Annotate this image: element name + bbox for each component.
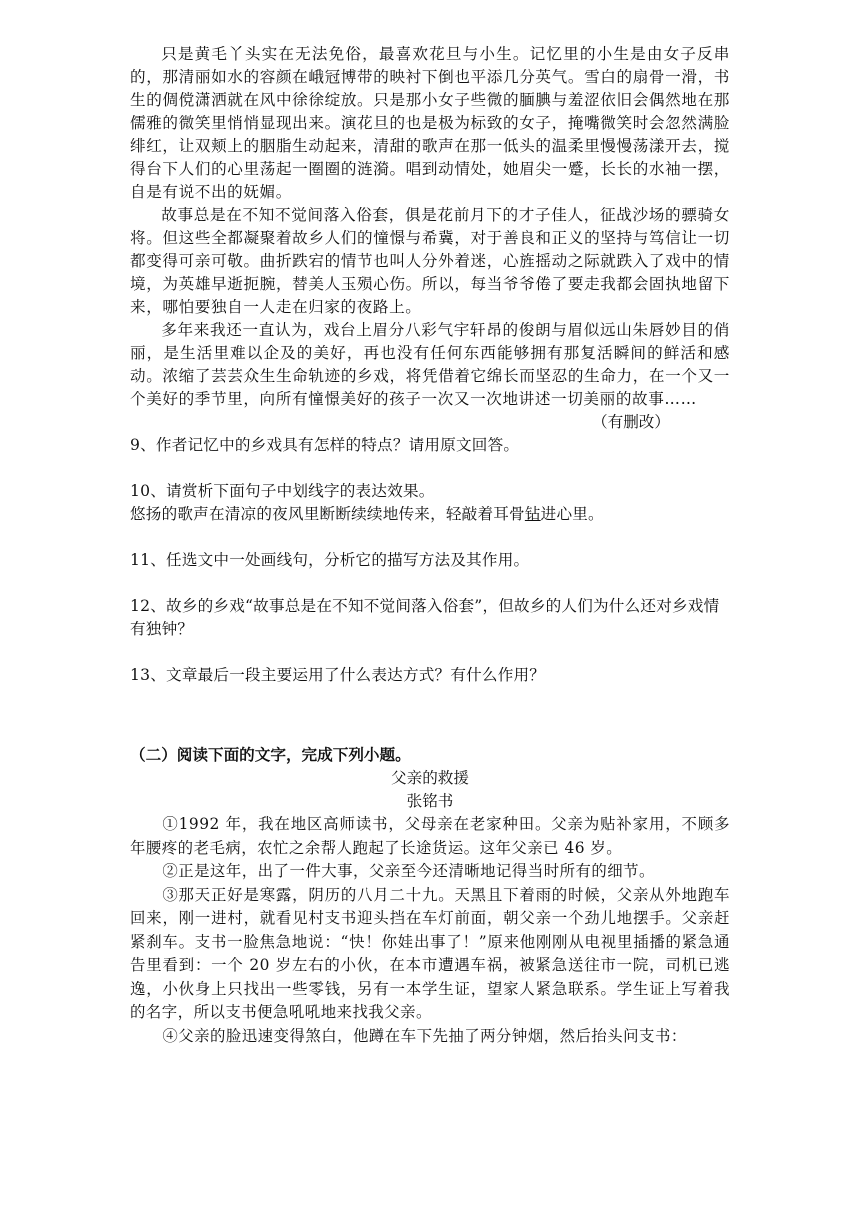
article-title: 父亲的救援: [391, 769, 469, 787]
question-12: 12、故乡的乡戏“故事总是在不知不觉间落入俗套”，但故乡的人们为什么还对乡戏情有独钟？: [130, 597, 720, 638]
q10-sentence-before: 悠扬的歌声在清凉的夜风里断断续续地传来，轻敲着耳骨: [130, 505, 525, 523]
question-11: 11、任选文中一处画线句，分析它的描写方法及其作用。: [130, 551, 530, 569]
article-paragraph-1: ①1992 年，我在地区高师读书，父母亲在老家种田。父亲为贴补家用，不顾多年腰疼的老毛病，农忙之余帮人跑起了长途货运。这年父亲已 46 岁。: [130, 815, 730, 857]
q10-sentence-after: 进心里。: [540, 505, 604, 523]
passage-paragraph-3: 多年来我还一直认为，戏台上眉分八彩气宇轩昂的俊朗与眉似远山朱唇妙目的俏丽，是生活里难以企及的美好，再也没有任何东西能够拥有那复活瞬间的鲜活和感动。浓缩了芸芸众生生命轨迹的乡戏，将凭借着它绵长而坚忍的生命力，在一个又一个美好的季节里，向所有憧憬美好的孩子一次又一次地讲述一切美丽的故事……: [130, 321, 730, 408]
article-paragraph-3: ③那天正好是寒露，阴历的八月二十九。天黑且下着雨的时候，父亲从外地跑车回来，刚一进村，就看见村支书迎头挡在车灯前面，朝父亲一个劲儿地摆手。父亲赶紧刹车。支书一脸焦急地说：“快！你娃出事了！”原来他刚刚从电视里插播的紧急通告里看到：一个 20 岁左右的小伙，在本市遭遇车祸，被紧急送往市一院，司机已逃逸，小伙身上只找出一些零钱，另有一本学生证，望家人紧急联系。学生证上写着我的名字，所以支书便急吼吼地来找我父亲。: [130, 885, 730, 1021]
article-paragraph-2: ②正是这年，出了一件大事，父亲至今还清晰地记得当时所有的细节。: [162, 862, 655, 880]
document-page: [130, 43, 730, 1048]
passage-paragraph-2: 故事总是在不知不觉间落入俗套，俱是花前月下的才子佳人，征战沙场的骠骑女将。但这些全都凝聚着故乡人们的憧憬与希冀，对于善良和正义的坚持与笃信让一切都变得可亲可敬。曲折跌宕的情节也叫人分外着迷，心旌摇动之际就跌入了戏中的情境，为英雄早逝扼腕，替美人玉殒心伤。所以，每当爷爷倦了要走我都会固执地留下来，哪怕要独自一人走在归家的夜路上。: [130, 206, 730, 316]
question-9: 9、作者记忆中的乡戏具有怎样的特点？请用原文回答。: [130, 436, 520, 454]
question-10-sentence: [130, 503, 730, 526]
article-author: 张铭书: [406, 792, 454, 810]
passage-paragraph-1: 只是黄毛丫头实在无法免俗，最喜欢花旦与小生。记忆里的小生是由女子反串的，那清丽如水的容颜在峨冠博带的映衬下倒也平添几分英气。雪白的扇骨一滑，书生的倜傥潇洒就在风中徐徐绽放。只是那小女子些微的腼腆与羞涩依旧会偶然地在那儒雅的微笑里悄悄显现出来。演花旦的也是极为标致的女子，掩嘴微笑时会忽然满脸绯红，让双颊上的胭脂生动起来，清甜的歌声在那一低头的温柔里慢慢荡漾开去，搅得台下人们的心里荡起一圈圈的涟漪。唱到动情处，她眉尖一蹙，长长的水袖一摆，自是有说不出的妩媚。: [130, 45, 730, 201]
source-note: （有删改）: [592, 413, 670, 431]
question-13: 13、文章最后一段主要运用了什么表达方式？有什么作用？: [130, 666, 546, 684]
article-paragraph-4: ④父亲的脸迅速变得煞白，他蹲在车下先抽了两分钟烟，然后抬头问支书：: [162, 1026, 687, 1045]
section-heading: （二）阅读下面的文字，完成下列小题。: [130, 746, 411, 764]
question-10: 10、请赏析下面句子中划线字的表达效果。: [130, 482, 435, 500]
q10-underlined-word: 钻: [524, 505, 541, 523]
